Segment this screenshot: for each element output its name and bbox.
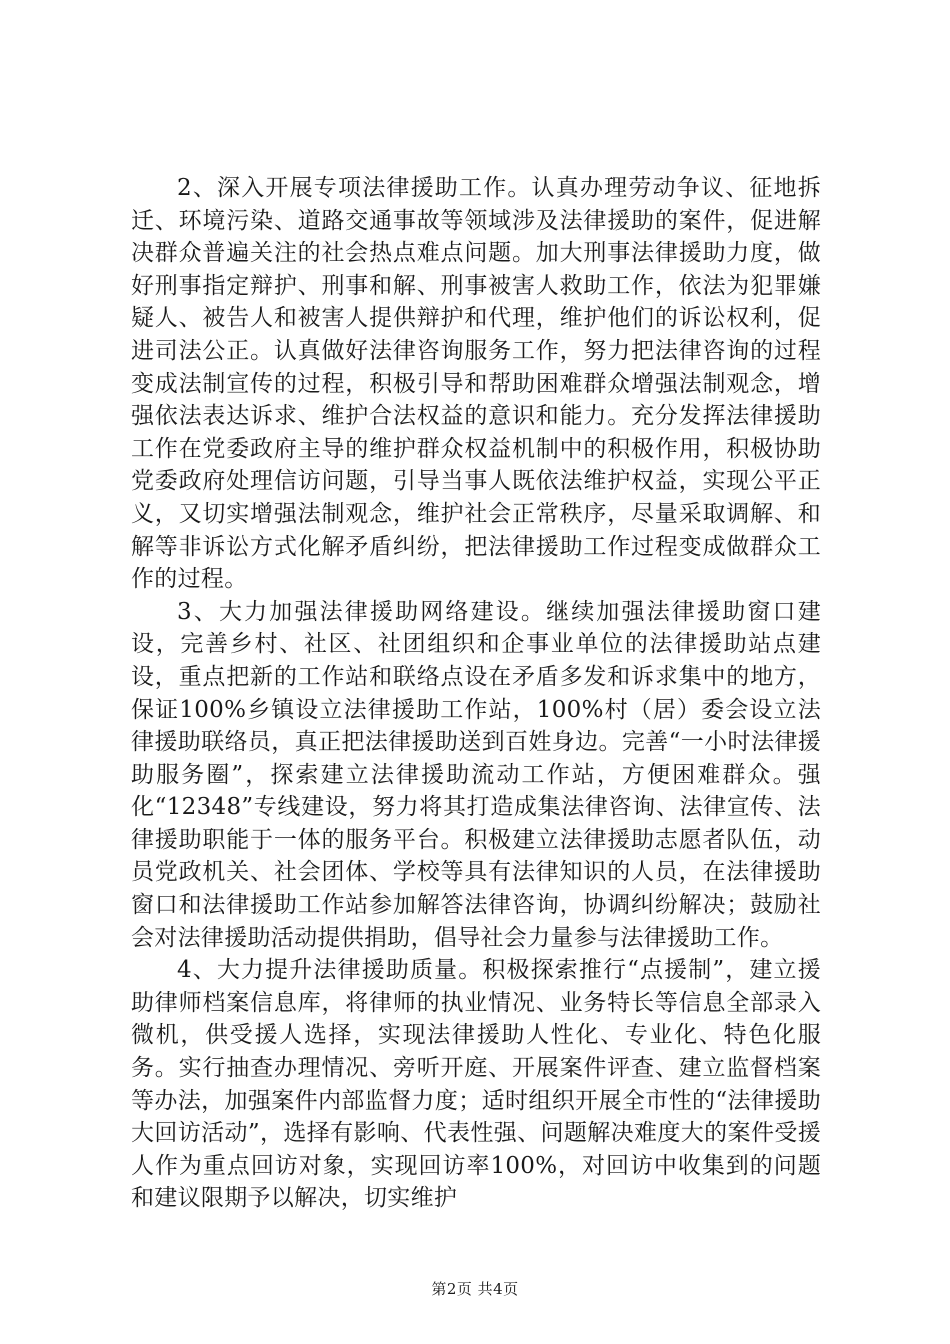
- paragraph-3: 3、大力加强法律援助网络建设。继续加强法律援助窗口建设，完善乡村、社区、社团组织和企事业单位的法律援助站点建设，重点把新的工作站和联络点设在矛盾多发和诉求集中的地方，保证100%乡镇设立法律援助工作站，100%村（居）委会设立法律援助联络员，真正把法律援助送到百姓身边。完善“一小时法律援助服务圈”，探索建立法律援助流动工作站，方便困难群众。强化“12348”专线建设，努力将其打造成集法律咨询、法律宣传、法律援助职能于一体的服务平台。积极建立法律援助志愿者队伍，动员党政机关、社会团体、学校等具有法律知识的人员，在法律援助窗口和法律援助工作站参加解答法律咨询，协调纠纷解决；鼓励社会对法律援助活动提供捐助，倡导社会力量参与法律援助工作。: [131, 598, 821, 951]
- page-number-footer: 第2页 共4页: [431, 1280, 519, 1298]
- document-body: [131, 172, 821, 1215]
- paragraph-2: 2、深入开展专项法律援助工作。认真办理劳动争议、征地拆迁、环境污染、道路交通事故等领域涉及法律援助的案件，促进解决群众普遍关注的社会热点难点问题。加大刑事法律援助力度，做好刑事指定辩护、刑事和解、刑事被害人救助工作，依法为犯罪嫌疑人、被告人和被害人提供辩护和代理，维护他们的诉讼权利，促进司法公正。认真做好法律咨询服务工作，努力把法律咨询的过程变成法制宣传的过程，积极引导和帮助困难群众增强法制观念，增强依法表达诉求、维护合法权益的意识和能力。充分发挥法律援助工作在党委政府主导的维护群众权益机制中的积极作用，积极协助党委政府处理信访问题，引导当事人既依法维护权益，实现公平正义，又切实增强法制观念，维护社会正常秩序，尽量采取调解、和解等非诉讼方式化解矛盾纠纷，把法律援助工作过程变成做群众工作的过程。: [131, 175, 821, 593]
- paragraph-4: 4、大力提升法律援助质量。积极探索推行“点援制”，建立援助律师档案信息库，将律师的执业情况、业务特长等信息全部录入微机，供受援人选择，实现法律援助人性化、专业化、特色化服务。实行抽查办理情况、旁听开庭、开展案件评查、建立监督档案等办法，加强案件内部监督力度；适时组织开展全市性的“法律援助大回访活动”，选择有影响、代表性强、问题解决难度大的案件受援人作为重点回访对象，实现回访率100%，对回访中收集到的问题和建议限期予以解决，切实维护: [131, 957, 821, 1212]
